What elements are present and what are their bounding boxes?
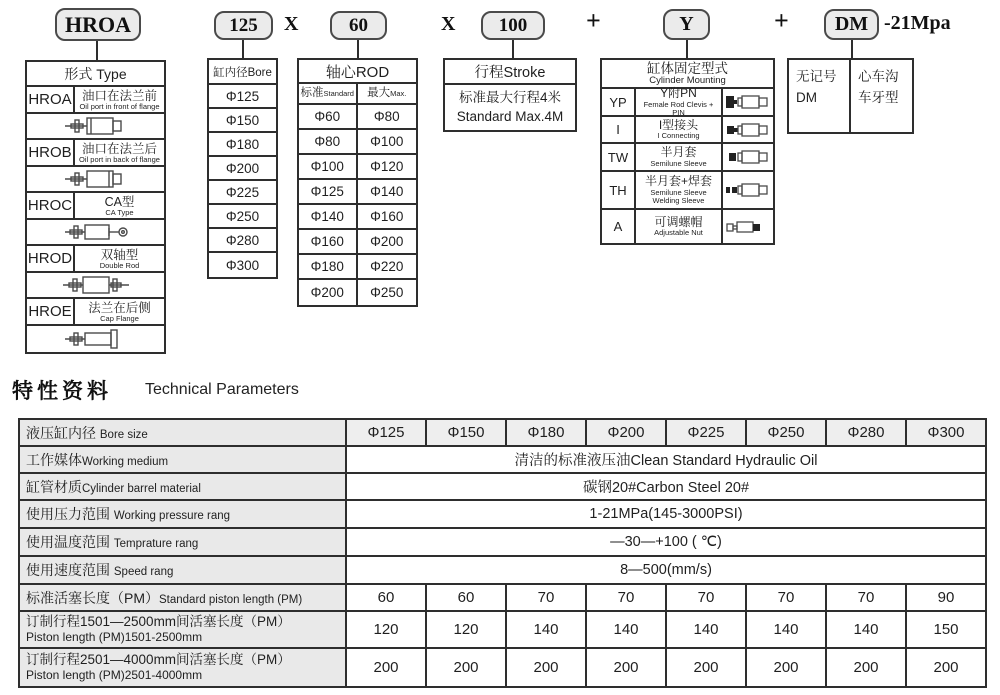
row-label	[19, 556, 346, 584]
separator-x1: X	[284, 13, 299, 35]
bore-col-header: Φ300	[906, 419, 986, 446]
rod-std-value: Φ60	[299, 105, 358, 128]
type-code: HROE	[27, 299, 75, 324]
row-label	[19, 611, 346, 648]
bore-value: Φ300	[225, 257, 260, 273]
rod-clevis-pin-icon	[723, 89, 773, 115]
bore-col-header: Φ125	[346, 419, 426, 446]
section-title-cn: 特性资料	[12, 379, 112, 403]
rod-row	[299, 130, 416, 155]
mounting-table-header	[602, 60, 773, 89]
mounting-desc	[636, 144, 723, 170]
piston-length-value: 200	[666, 648, 746, 687]
type-desc-cn: CA型	[104, 194, 135, 209]
row-value: 8—500(mm/s)	[346, 556, 986, 584]
mounting-cn: 半月套+焊套	[644, 174, 712, 189]
row-value: 清洁的标准液压油Clean Standard Hydraulic Oil	[346, 446, 986, 473]
row-speed-range	[19, 556, 986, 584]
rod-row	[299, 280, 416, 305]
row-value: 碳钢20#Carbon Steel 20#	[346, 473, 986, 500]
piston-length-value: 200	[346, 648, 426, 687]
piston-length-value: 70	[506, 584, 586, 611]
mounting-en: Adjustable Nut	[654, 228, 703, 238]
bore-value: Φ125	[209, 85, 276, 109]
semilune-welding-sleeve-icon	[723, 172, 773, 208]
mounting-cn: Y附PN	[660, 86, 697, 101]
bore-col-header: Φ180	[506, 419, 586, 446]
row-standard-piston-length	[19, 584, 986, 611]
mounting-code: TH	[602, 172, 636, 208]
mounting-en: Female Rod Clevis + PIN	[643, 99, 714, 117]
type-row-hroc	[27, 193, 164, 220]
label-cn: 使用压力范围	[26, 506, 110, 522]
type-desc-en: Oil port in front of flange	[79, 102, 160, 111]
bore-col-header: Φ200	[586, 419, 666, 446]
section-title-en: Technical Parameters	[145, 381, 299, 398]
type-code: HROC	[27, 193, 75, 218]
bore-value: Φ180	[209, 133, 276, 157]
bore-value: Φ280	[209, 229, 276, 253]
row-label	[19, 528, 346, 556]
cylinder-back-port-icon	[27, 167, 164, 193]
row-label	[19, 500, 346, 528]
connector-line-mounting	[686, 40, 688, 58]
rod-row	[299, 155, 416, 180]
rod-max-value: Φ160	[370, 209, 404, 224]
piston-length-value: 200	[906, 648, 986, 687]
piston-length-value: 150	[906, 611, 986, 648]
label-en: Working pressure rang	[113, 510, 231, 522]
stroke-table	[443, 58, 577, 132]
label-en: Working medium	[82, 455, 169, 468]
rod-std-en: Standard	[323, 88, 354, 98]
rod-row	[299, 255, 416, 280]
type-desc-cn: 油口在法兰前	[81, 88, 157, 103]
row-label	[19, 419, 346, 446]
type-desc-cn: 双轴型	[100, 247, 139, 262]
rod-max-value: Φ250	[370, 285, 404, 300]
bore-col-header: Φ280	[826, 419, 906, 446]
model-badge: HROA	[55, 8, 141, 41]
rod-row	[299, 105, 416, 130]
mounting-desc	[636, 172, 723, 208]
thread-groove: 心车沟	[858, 69, 899, 84]
label-cn: 订制行程1501—2500mm间活塞长度（PM）	[26, 614, 291, 630]
stroke-badge: 100	[481, 11, 545, 40]
type-row-hrod	[27, 246, 164, 273]
label-en: Cylinder barrel material	[82, 482, 201, 495]
piston-length-value: 70	[826, 584, 906, 611]
type-row-hrob	[27, 140, 164, 167]
label-en: Standard piston length (PM)	[159, 593, 303, 606]
piston-length-value: 140	[506, 611, 586, 648]
mounting-code: A	[602, 210, 636, 243]
rod-std-value: Φ125	[299, 180, 358, 203]
rod-max-value: Φ100	[370, 134, 404, 149]
mounting-header-cn: 缸体固定型式	[647, 60, 728, 76]
mounting-row-tw	[602, 144, 773, 172]
type-table-header: 形式 Type	[27, 62, 164, 87]
cylinder-cap-flange-icon	[27, 326, 164, 352]
stroke-en: Standard Max.4M	[456, 108, 564, 124]
label-en: Temprature rang	[113, 538, 199, 550]
mounting-code: TW	[602, 144, 636, 170]
piston-length-value: 200	[826, 648, 906, 687]
mounting-row-th	[602, 172, 773, 210]
piston-length-value: 120	[346, 611, 426, 648]
label-en: Speed rang	[113, 566, 174, 578]
row-working-pressure	[19, 500, 986, 528]
mounting-cn: I型接头	[658, 117, 699, 132]
connector-line-bore	[242, 40, 244, 58]
cylinder-front-port-icon	[27, 114, 164, 140]
stroke-cn: 标准最大行程4米	[458, 90, 561, 106]
mounting-en: Semilune Sleeve Welding Sleeve	[650, 187, 707, 205]
type-code: HROA	[27, 87, 75, 112]
stroke-table-header: 行程Stroke	[445, 60, 575, 85]
rod-table-header: 轴心ROD	[299, 60, 416, 84]
thread-no-mark-cell	[789, 60, 851, 132]
bore-value: Φ150	[209, 109, 276, 133]
label-cn: 工作媒体	[26, 451, 82, 468]
mounting-header-en: Cylinder Mounting	[649, 75, 726, 86]
type-desc-en: Cap Flange	[100, 314, 139, 323]
thread-badge: DM	[824, 9, 879, 40]
type-desc-cn: 法兰在后侧	[88, 300, 151, 315]
connector-line-stroke	[512, 40, 514, 58]
mounting-badge: Y	[663, 9, 710, 40]
rod-std-value: Φ100	[299, 155, 358, 178]
piston-length-value: 90	[906, 584, 986, 611]
separator-x2: X	[441, 13, 456, 35]
i-connector-icon	[723, 117, 773, 142]
thread-no-mark: 无记号	[796, 69, 837, 84]
piston-length-value: 70	[586, 584, 666, 611]
piston-length-value: 70	[666, 584, 746, 611]
type-desc-cn: 油口在法兰后	[81, 141, 157, 156]
row-barrel-material	[19, 473, 986, 500]
bore-badge: 125	[214, 11, 273, 40]
connector-line-thread	[851, 40, 853, 58]
piston-length-value: 70	[746, 584, 826, 611]
rod-max-value: Φ80	[373, 109, 400, 124]
piston-length-value: 200	[426, 648, 506, 687]
type-desc-en: Double Rod	[99, 261, 140, 270]
type-desc-en: Oil port in back of flange	[79, 155, 160, 164]
mounting-code: I	[602, 117, 636, 142]
pressure-suffix: -21Mpa	[884, 12, 951, 34]
separator-plus2: +	[774, 6, 789, 35]
bore-value: Φ225	[209, 181, 276, 205]
mounting-desc	[636, 86, 723, 117]
stroke-table-body	[445, 85, 575, 130]
rod-max-value: Φ140	[370, 184, 404, 199]
rod-max-cn: 最大	[367, 86, 391, 99]
type-code: HROD	[27, 246, 75, 271]
label-cn: 标准活塞长度（PM）	[26, 589, 159, 606]
cylinder-double-rod-icon	[27, 273, 164, 299]
rod-max-value: Φ200	[370, 234, 404, 249]
label-en: Bore size	[99, 428, 148, 441]
piston-length-value: 60	[346, 584, 426, 611]
type-desc	[75, 299, 164, 324]
semilune-sleeve-icon	[723, 144, 773, 170]
label-cn: 订制行程2501—4000mm间活塞长度（PM）	[26, 652, 291, 668]
mounting-row-yp	[602, 86, 773, 117]
mounting-cn: 半月套	[660, 145, 697, 160]
separator-plus1: +	[586, 6, 601, 35]
type-desc	[75, 193, 164, 218]
mounting-row-i	[602, 117, 773, 144]
row-working-medium	[19, 446, 986, 473]
rod-row	[299, 180, 416, 205]
row-label	[19, 473, 346, 500]
cylinder-clevis-icon	[27, 220, 164, 246]
row-label	[19, 648, 346, 687]
rod-std-cn: 标准	[300, 86, 324, 99]
rod-std-value: Φ180	[299, 255, 358, 278]
rod-std-value: Φ160	[299, 230, 358, 253]
piston-length-value: 120	[426, 611, 506, 648]
row-piston-length-1501-2500	[19, 611, 986, 648]
type-table	[25, 60, 166, 354]
rod-max-value: Φ220	[370, 259, 404, 274]
row-label	[19, 584, 346, 611]
thread-dm: DM	[796, 90, 817, 105]
rod-std-value: Φ140	[299, 205, 358, 228]
row-temperature-range	[19, 528, 986, 556]
mounting-en: Semilune Sleeve	[650, 158, 707, 168]
rod-std-value: Φ80	[299, 130, 358, 153]
mounting-table	[600, 58, 775, 245]
label-cn: 液压缸内径	[26, 424, 96, 441]
piston-length-value: 140	[826, 611, 906, 648]
thread-type: 车牙型	[858, 90, 899, 105]
type-desc	[75, 140, 164, 165]
technical-parameters-table	[18, 418, 987, 688]
piston-length-value: 60	[426, 584, 506, 611]
mounting-row-a	[602, 210, 773, 243]
type-code: HROB	[27, 140, 75, 165]
piston-length-value: 140	[746, 611, 826, 648]
thread-table	[787, 58, 914, 134]
bore-col-header: Φ250	[746, 419, 826, 446]
label-en: Piston length (PM)2501-4000mm	[26, 668, 203, 683]
rod-row	[299, 205, 416, 230]
label-en: Piston length (PM)1501-2500mm	[26, 630, 203, 645]
row-bore-size	[19, 419, 986, 446]
rod-std-header	[299, 84, 358, 103]
mounting-desc	[636, 210, 723, 243]
type-desc-en: CA Type	[105, 208, 134, 217]
bore-col-header: Φ150	[426, 419, 506, 446]
bore-value: Φ200	[209, 157, 276, 181]
bore-table	[207, 58, 278, 279]
rod-max-value: Φ120	[370, 159, 404, 174]
label-cn: 缸管材质	[26, 478, 82, 495]
rod-max-en: Max.	[390, 88, 407, 98]
bore-col-header: Φ225	[666, 419, 746, 446]
type-row-hroa	[27, 87, 164, 114]
piston-length-value: 200	[746, 648, 826, 687]
rod-row	[299, 230, 416, 255]
mounting-desc	[636, 117, 723, 142]
bore-table-header: 缸内径Bore	[209, 60, 276, 85]
row-value: —30—+100 ( ℃)	[346, 528, 986, 556]
piston-length-value: 200	[586, 648, 666, 687]
mounting-en: I Connecting	[657, 131, 700, 141]
type-desc	[75, 246, 164, 271]
rod-table	[297, 58, 418, 307]
rod-badge: 60	[330, 11, 387, 40]
thread-type-cell	[851, 60, 912, 132]
rod-table-subheader	[299, 84, 416, 105]
rod-std-value: Φ200	[299, 280, 358, 305]
type-row-hroe	[27, 299, 164, 326]
row-value: 1-21MPa(145-3000PSI)	[346, 500, 986, 528]
row-label	[19, 446, 346, 473]
connector-line-model	[96, 41, 98, 60]
piston-length-value: 140	[586, 611, 666, 648]
mounting-code: YP	[602, 89, 636, 115]
piston-length-value: 200	[506, 648, 586, 687]
label-cn: 使用速度范围	[26, 562, 110, 578]
connector-line-rod	[357, 40, 359, 58]
type-desc	[75, 87, 164, 112]
bore-value: Φ250	[209, 205, 276, 229]
rod-max-header	[358, 84, 417, 103]
piston-length-value: 140	[666, 611, 746, 648]
adjustable-nut-icon	[723, 210, 773, 243]
row-piston-length-2501-4000	[19, 648, 986, 687]
label-cn: 使用温度范围	[26, 534, 110, 550]
mounting-cn: 可调螺帽	[654, 214, 703, 229]
